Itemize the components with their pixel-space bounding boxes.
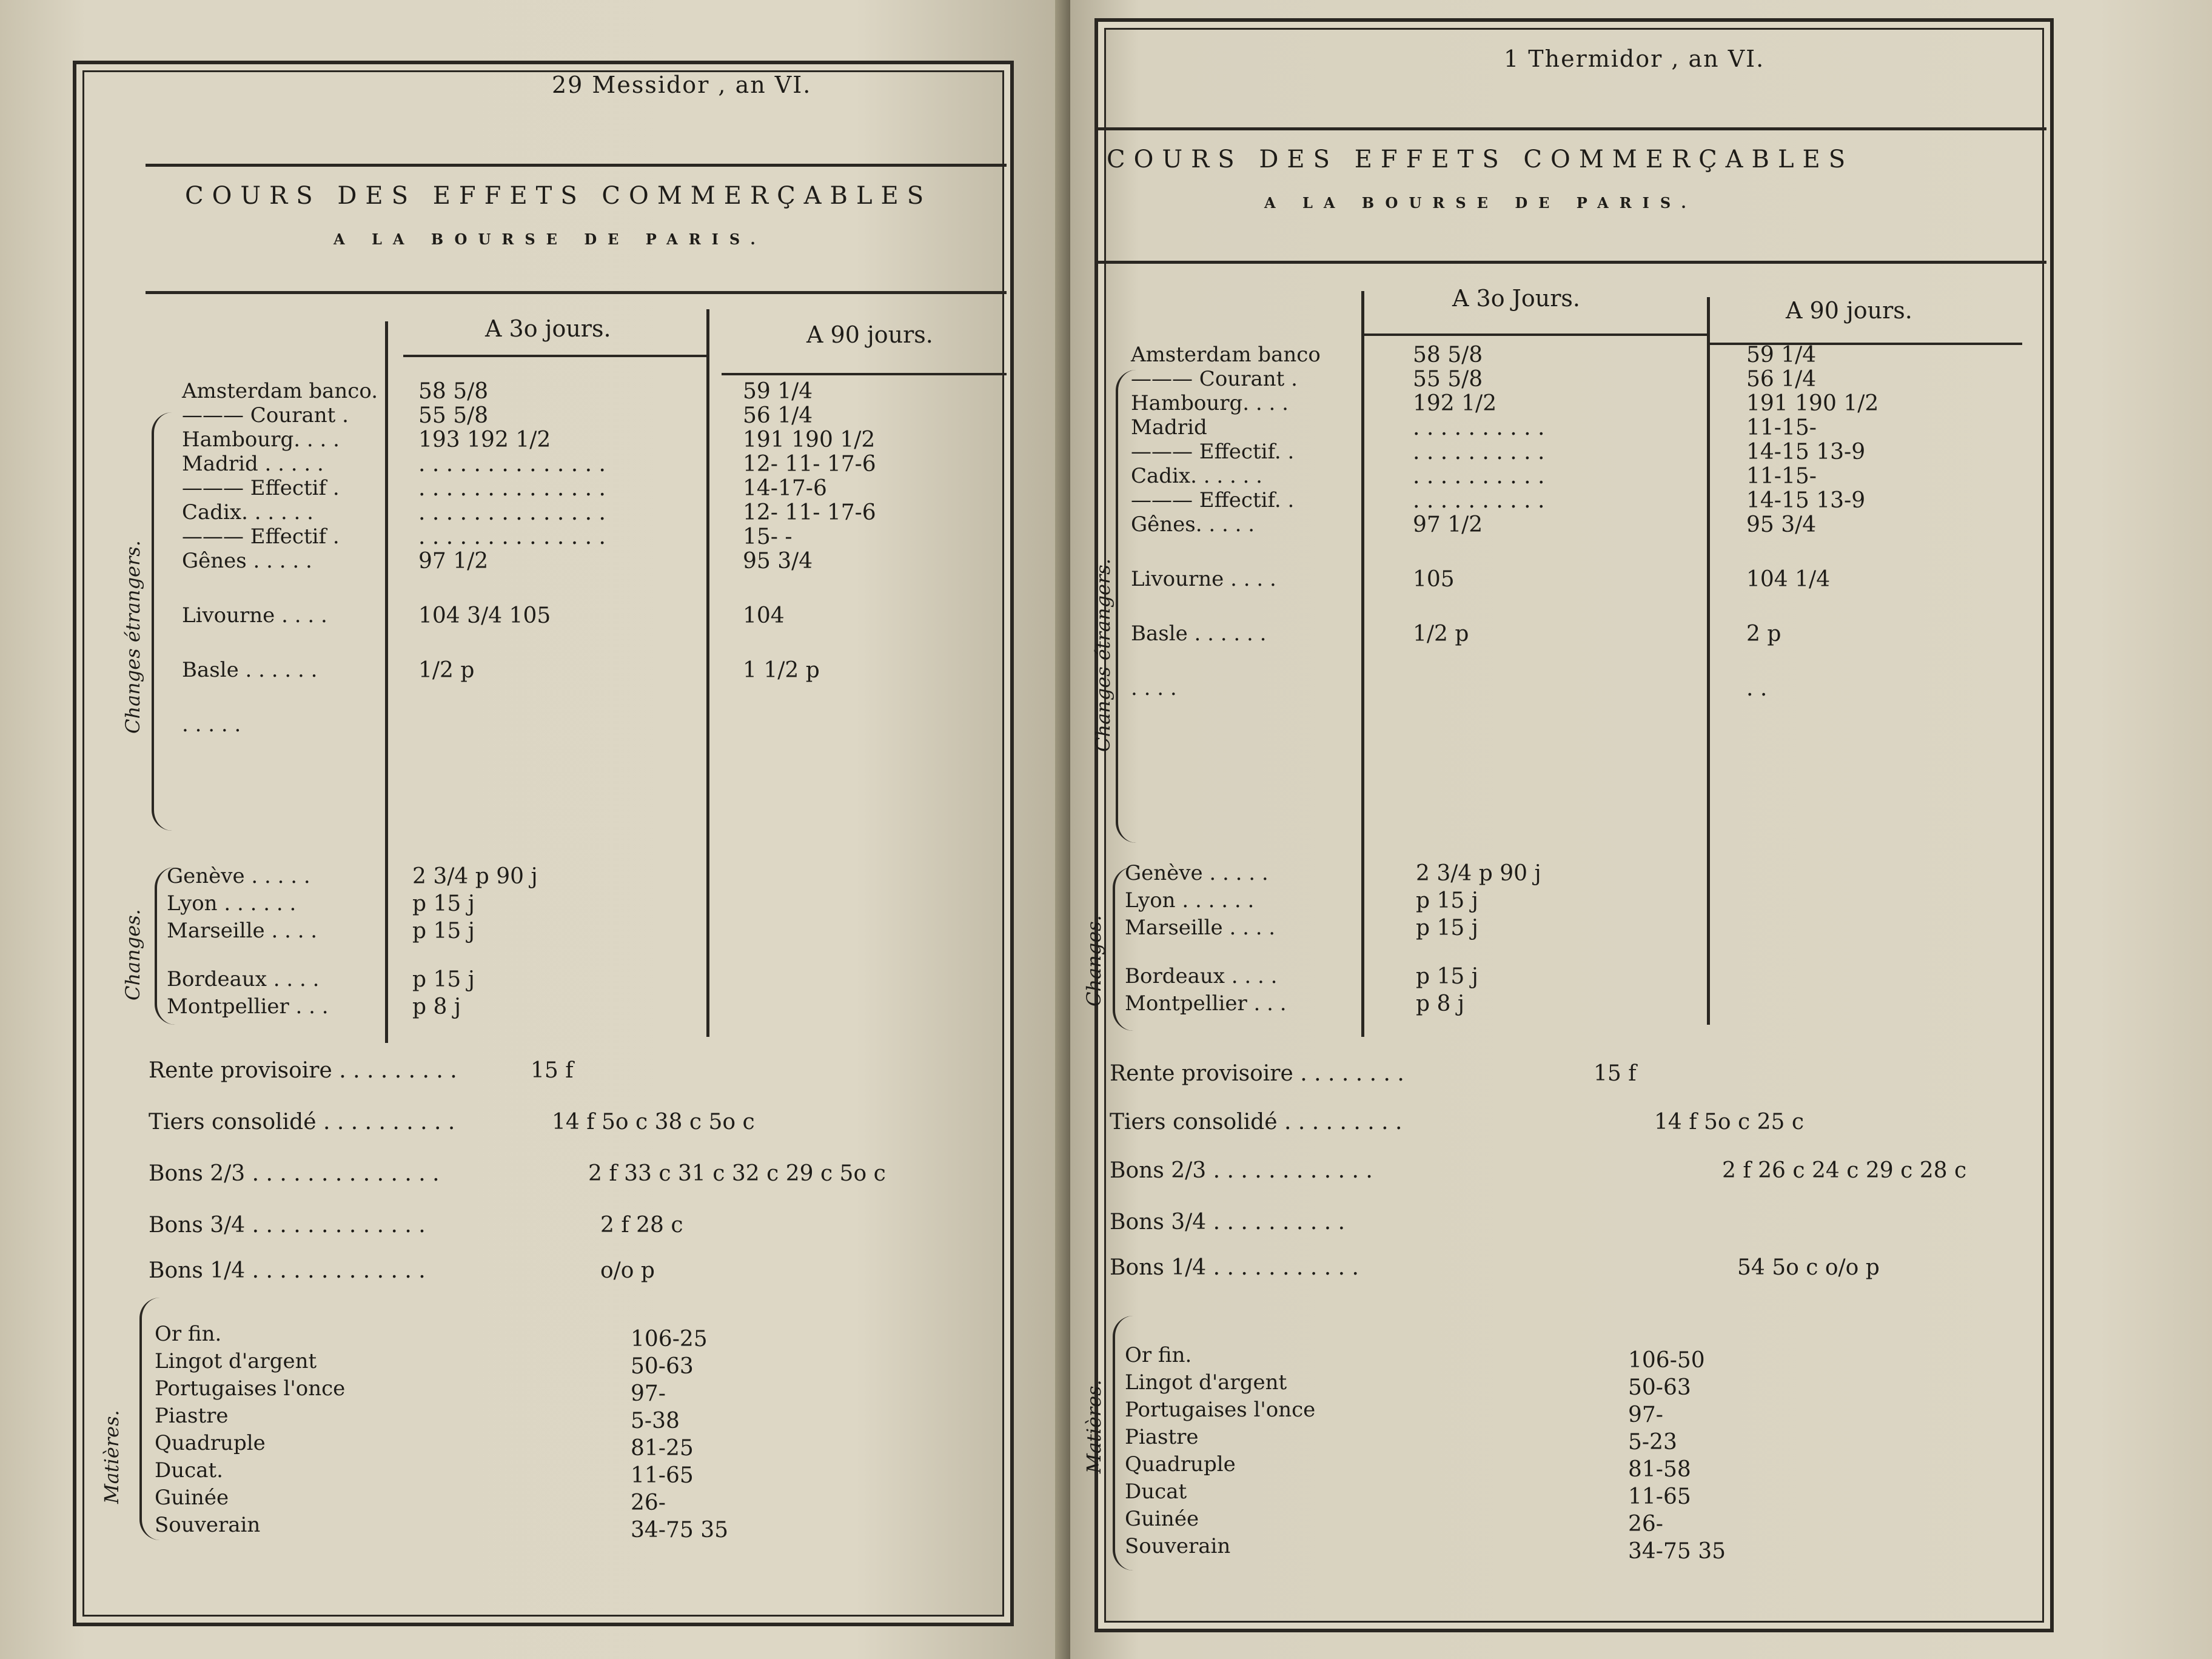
value-90-days: 59 1/4	[1746, 343, 1817, 367]
value-90-days: 104	[743, 603, 785, 628]
value-90-days: 104 1/4	[1746, 567, 1831, 592]
group-label-etrangers: Changes étrangers.	[121, 540, 144, 734]
value-30-days: p 8 j	[1416, 991, 1464, 1016]
row-label: Amsterdam banco.	[182, 379, 378, 403]
title-rule	[146, 291, 1007, 294]
rente-value: 2 f 33 c 31 c 32 c 29 c 5o c	[588, 1161, 886, 1186]
value-90-days: 11-15-	[1746, 464, 1817, 489]
row-label: ——— Effectif .	[182, 476, 340, 500]
matiere-value: 26-	[1628, 1512, 1663, 1537]
value-column-divider	[706, 309, 709, 1037]
rente-value: 14 f 5o c 38 c 5o c	[552, 1110, 755, 1134]
value-column-divider	[1707, 297, 1710, 1025]
rente-label: Bons 1/4 . . . . . . . . . . . . .	[149, 1258, 426, 1283]
page-subtitle: A LA BOURSE DE PARIS.	[333, 230, 766, 248]
rente-label: Rente provisoire . . . . . . . .	[1110, 1061, 1404, 1086]
value-30-days: . . . . . . . . . . . . . .	[418, 452, 606, 477]
matiere-value: 50-63	[1628, 1375, 1691, 1400]
row-label: ——— Courant .	[1131, 367, 1298, 391]
value-90-days: 56 1/4	[1746, 367, 1817, 392]
value-90-days: 14-17-6	[743, 476, 827, 501]
value-30-days: . . . . . . . . . . . . . .	[418, 476, 606, 501]
group-label-changes: Changes.	[1082, 915, 1105, 1007]
rente-label: Bons 3/4 . . . . . . . . . . . . .	[149, 1213, 426, 1238]
matiere-label: Lingot d'argent	[1125, 1370, 1287, 1395]
row-label: Montpellier . . .	[1125, 991, 1287, 1016]
row-label: Madrid	[1131, 415, 1207, 440]
matiere-label: Portugaises l'once	[1125, 1398, 1316, 1422]
row-label: Genève . . . . .	[1125, 861, 1269, 885]
row-label: Gênes. . . . .	[1131, 512, 1255, 537]
value-30-days: p 15 j	[1416, 888, 1478, 913]
matiere-label: Piastre	[155, 1404, 229, 1428]
value-90-days: 14-15 13-9	[1746, 488, 1866, 513]
group-label-etrangers: Changes étrangers.	[1091, 558, 1114, 752]
row-label: Hambourg. . . .	[182, 427, 340, 452]
rente-label: Tiers consolidé . . . . . . . . . .	[149, 1110, 455, 1134]
left-page	[0, 0, 1070, 1659]
rente-value: 54 5o c o/o p	[1737, 1255, 1880, 1280]
matiere-label: Portugaises l'once	[155, 1376, 346, 1401]
value-90-days: 191 190 1/2	[1746, 391, 1879, 416]
value-30-days: p 15 j	[1416, 964, 1478, 989]
matiere-value: 11-65	[1628, 1484, 1691, 1509]
row-label: Marseille . . . .	[167, 919, 318, 943]
matiere-value: 11-65	[631, 1463, 694, 1488]
row-label: ——— Courant .	[182, 403, 349, 427]
value-90-days: 95 3/4	[1746, 512, 1817, 537]
value-30-days: . . . . . . . . . . . . . .	[418, 525, 606, 549]
rente-value: 2 f 28 c	[600, 1213, 683, 1238]
matiere-label: Or fin.	[1125, 1343, 1192, 1367]
col-30-days-header: A 3o jours.	[485, 315, 611, 342]
matiere-value: 5-38	[631, 1409, 680, 1433]
value-30-days: . . . . . . . . . .	[1413, 464, 1545, 489]
group-label-matieres: Matières.	[100, 1410, 123, 1504]
col-rule-90	[722, 373, 1007, 375]
col-rule-30	[1361, 333, 1707, 336]
matiere-label: Souverain	[1125, 1534, 1231, 1558]
row-label: Cadix. . . . . .	[182, 500, 313, 525]
value-30-days: 58 5/8	[418, 379, 489, 404]
value-30-days: 105	[1413, 567, 1455, 592]
rente-value: 2 f 26 c 24 c 29 c 28 c	[1722, 1158, 1967, 1183]
matiere-label: Guinée	[1125, 1507, 1199, 1531]
matiere-label: Quadruple	[155, 1431, 266, 1455]
col-90-days-header: A 90 jours.	[1786, 297, 1912, 324]
rente-label: Bons 3/4 . . . . . . . . . .	[1110, 1210, 1346, 1235]
matiere-value: 81-58	[1628, 1457, 1691, 1482]
header-rule	[146, 164, 1007, 167]
rente-value: 15 f	[531, 1058, 574, 1083]
matiere-value: 106-50	[1628, 1348, 1705, 1373]
row-label: Livourne . . . .	[182, 603, 327, 628]
rente-value: o/o p	[600, 1258, 655, 1283]
col-90-days-header: A 90 jours.	[806, 321, 933, 348]
matiere-label: Piastre	[1125, 1425, 1199, 1449]
row-label: Bordeaux . . . .	[167, 967, 320, 991]
value-30-days: p 15 j	[412, 891, 475, 916]
value-30-days: 1/2 p	[418, 658, 475, 683]
value-30-days: . . . . . . . . . .	[1413, 488, 1545, 513]
value-90-days: 191 190 1/2	[743, 427, 876, 452]
value-30-days: 58 5/8	[1413, 343, 1483, 367]
value-30-days: 193 192 1/2	[418, 427, 551, 452]
value-30-days: p 15 j	[412, 919, 475, 943]
value-30-days: 2 3/4 p 90 j	[412, 864, 538, 889]
value-90-days: 11-15-	[1746, 415, 1817, 440]
rente-label: Bons 2/3 . . . . . . . . . . . .	[1110, 1158, 1373, 1183]
matiere-label: Or fin.	[155, 1322, 222, 1346]
row-label: Amsterdam banco	[1131, 343, 1321, 367]
matiere-value: 5-23	[1628, 1430, 1677, 1455]
matiere-label: Guinée	[155, 1486, 229, 1510]
etrangers-brace	[152, 412, 172, 831]
page-title: COURS DES EFFETS COMMERÇABLES	[185, 182, 933, 210]
header-rule	[1094, 127, 2046, 130]
matiere-value: 50-63	[631, 1354, 694, 1379]
row-label: Montpellier . . .	[167, 994, 329, 1019]
matiere-label: Ducat.	[155, 1458, 223, 1483]
matiere-value: 34-75 35	[1628, 1539, 1726, 1564]
row-label: Livourne . . . .	[1131, 567, 1276, 591]
value-90-days: 12- 11- 17-6	[743, 452, 876, 477]
right-page	[1070, 0, 2212, 1659]
value-90-days: 15- -	[743, 525, 793, 549]
row-label: Genève . . . . .	[167, 864, 310, 888]
page-title: COURS DES EFFETS COMMERÇABLES	[1107, 146, 1854, 173]
matiere-label: Souverain	[155, 1513, 261, 1537]
matiere-value: 34-75 35	[631, 1518, 729, 1543]
title-rule	[1094, 261, 2046, 264]
matiere-value: 97-	[1628, 1403, 1663, 1427]
matiere-value: 97-	[631, 1381, 666, 1406]
matiere-value: 81-25	[631, 1436, 694, 1461]
row-label: Lyon . . . . . .	[167, 891, 297, 916]
value-30-days: 192 1/2	[1413, 391, 1497, 416]
value-90-days: 14-15 13-9	[1746, 440, 1866, 464]
value-30-days: 97 1/2	[418, 549, 489, 574]
row-label: ——— Effectif .	[182, 525, 340, 549]
label-column-divider	[1361, 291, 1364, 1037]
row-label: ——— Effectif. .	[1131, 488, 1295, 512]
row-label: Marseille . . . .	[1125, 916, 1276, 940]
matiere-label: Lingot d'argent	[155, 1349, 317, 1373]
label-column-divider	[385, 321, 388, 1043]
rente-label: Tiers consolidé . . . . . . . . .	[1110, 1110, 1403, 1134]
value-30-days: 1/2 p	[1413, 622, 1469, 646]
row-label: Gênes . . . . .	[182, 549, 312, 573]
rente-value: 14 f 5o c 25 c	[1654, 1110, 1805, 1134]
row-label: Basle . . . . . .	[182, 658, 318, 682]
value-30-days: 55 5/8	[418, 403, 489, 428]
page-date: 29 Messidor , an VI.	[552, 72, 812, 98]
matiere-label: Quadruple	[1125, 1452, 1236, 1476]
value-30-days: 104 3/4 105	[418, 603, 551, 628]
value-90-days: 56 1/4	[743, 403, 813, 428]
value-30-days: . . . . . . . . . .	[1413, 440, 1545, 464]
matiere-value: 106-25	[631, 1327, 708, 1352]
col-rule-30	[403, 355, 706, 357]
row-label: Lyon . . . . . .	[1125, 888, 1255, 913]
value-30-days: p 8 j	[412, 994, 461, 1019]
row-label: Madrid . . . . .	[182, 452, 324, 476]
rente-label: Bons 1/4 . . . . . . . . . . .	[1110, 1255, 1359, 1280]
group-label-matieres: Matières.	[1082, 1379, 1105, 1473]
page-date: 1 Thermidor , an VI.	[1504, 45, 1765, 72]
rente-value: 15 f	[1594, 1061, 1637, 1086]
matiere-value: 26-	[631, 1490, 666, 1515]
value-90-days: 59 1/4	[743, 379, 813, 404]
value-30-days: 55 5/8	[1413, 367, 1483, 392]
col-30-days-header: A 3o Jours.	[1452, 285, 1580, 312]
value-90-days: . .	[1746, 676, 1768, 701]
row-label: Basle . . . . . .	[1131, 622, 1267, 646]
row-label: . . . .	[1131, 676, 1177, 700]
row-label: . . . . .	[182, 712, 241, 737]
value-30-days: 97 1/2	[1413, 512, 1483, 537]
group-label-changes: Changes.	[121, 909, 144, 1000]
value-90-days: 12- 11- 17-6	[743, 500, 876, 525]
page-subtitle: A LA BOURSE DE PARIS.	[1264, 194, 1697, 212]
value-30-days: 2 3/4 p 90 j	[1416, 861, 1541, 886]
value-30-days: . . . . . . . . . .	[1413, 415, 1545, 440]
value-90-days: 1 1/2 p	[743, 658, 820, 683]
rente-label: Rente provisoire . . . . . . . . .	[149, 1058, 457, 1083]
rente-label: Bons 2/3 . . . . . . . . . . . . . .	[149, 1161, 440, 1186]
row-label: Hambourg. . . .	[1131, 391, 1289, 415]
value-90-days: 2 p	[1746, 622, 1781, 646]
value-30-days: p 15 j	[412, 967, 475, 992]
row-label: Bordeaux . . . .	[1125, 964, 1278, 988]
value-90-days: 95 3/4	[743, 549, 813, 574]
row-label: ——— Effectif. .	[1131, 440, 1295, 464]
value-30-days: p 15 j	[1416, 916, 1478, 940]
value-30-days: . . . . . . . . . . . . . .	[418, 500, 606, 525]
row-label: Cadix. . . . . .	[1131, 464, 1262, 488]
matiere-label: Ducat	[1125, 1480, 1187, 1504]
